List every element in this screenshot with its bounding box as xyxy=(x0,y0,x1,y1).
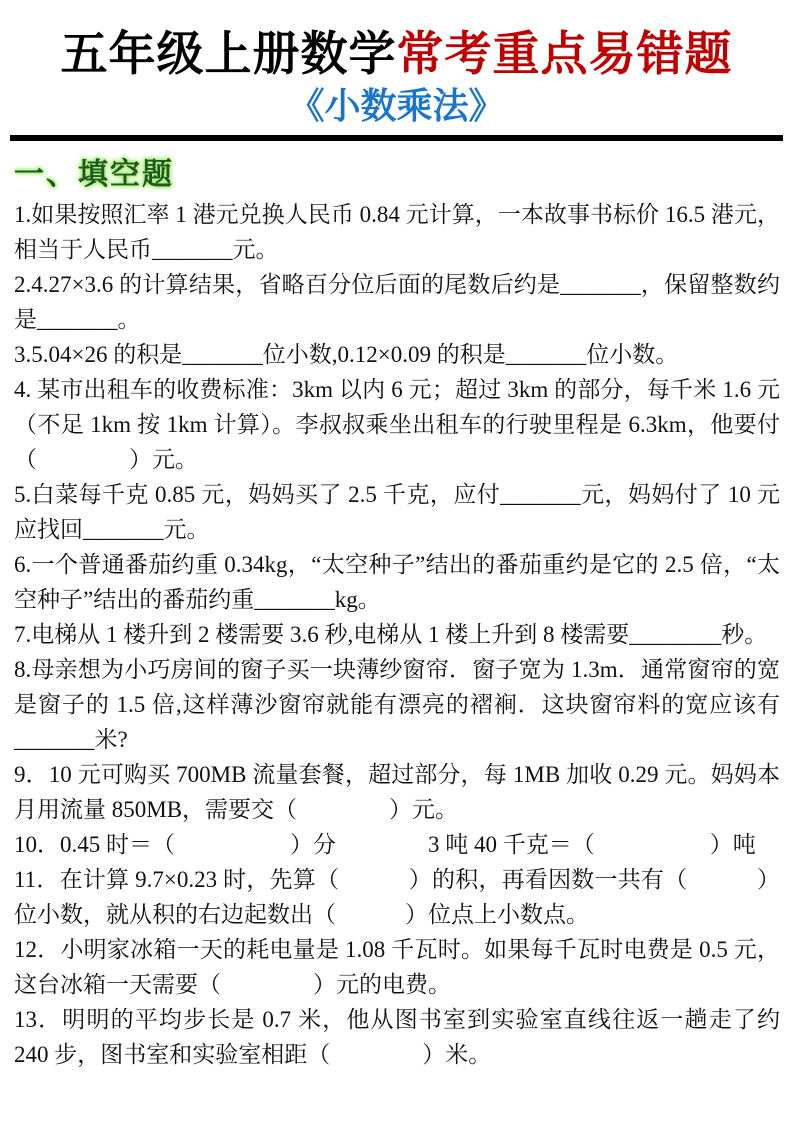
title-main-text: 五年级上册数学 xyxy=(60,29,397,81)
question-6: 6.一个普通番茄约重 0.34kg，“太空种子”结出的番茄重约是它的 2.5 倍，“太空种子”结出的番茄约重_______kg。 xyxy=(14,552,780,613)
question-5: 5.白菜每千克 0.85 元，妈妈买了 2.5 千克，应付_______元，妈妈付了 10 元应找回_______元。 xyxy=(14,482,780,543)
question-11: 11．在计算 9.7×0.23 时，先算（ ）的积，再看因数一共有（ ）位小数，就从积的右边起数出（ ）位点上小数点。 xyxy=(14,867,780,928)
page-title xyxy=(10,26,783,85)
question-2: 2.4.27×3.6 的计算结果，省略百分位后面的尾数后约是_______，保留整数约是_______。 xyxy=(14,272,780,333)
questions-list xyxy=(0,195,793,1072)
question-10: 10．0.45 时＝（ ）分 3 吨 40 千克＝（ ）吨 xyxy=(14,832,756,858)
title-highlight-text: 常考重点易错题 xyxy=(396,29,733,81)
question-1: 1.如果按照汇率 1 港元兑换人民币 0.84 元计算，一本故事书标价 16.5 港元，相当于人民币_______元。 xyxy=(14,202,780,263)
question-13: 13．明明的平均步长是 0.7 米，他从图书室到实验室直线往返一趟走了约 240 步，图书室和实验室相距（ ）米。 xyxy=(14,1007,780,1068)
double-rule-divider xyxy=(10,135,783,141)
question-3: 3.5.04×26 的积是_______位小数,0.12×0.09 的积是_______位小数。 xyxy=(14,342,679,368)
question-9: 9．10 元可购买 700MB 流量套餐，超过部分，每 1MB 加收 0.29 元。妈妈本月用流量 850MB，需要交（ ）元。 xyxy=(14,762,780,823)
question-4: 4. 某市出租车的收费标准：3km 以内 6 元；超过 3km 的部分，每千米 1.6 元（不足 1km 按 1km 计算）。李叔叔乘坐出租车的行驶里程是 6.3km，他要付（ ）元。 xyxy=(14,377,780,473)
section-header-fill-in-blanks: 一、填空题 xyxy=(14,158,174,192)
question-8: 8.母亲想为小巧房间的窗子买一块薄纱窗帘．窗子宽为 1.3m．通常窗帘的宽是窗子的 1.5 倍,这样薄沙窗帘就能有漂亮的褶裥．这块窗帘料的宽应该有_______米? xyxy=(14,657,780,753)
page-subtitle: 《小数乘法》 xyxy=(288,85,505,126)
question-12: 12．小明家冰箱一天的耗电量是 1.08 千瓦时。如果每千瓦时电费是 0.5 元，这台冰箱一天需要（ ）元的电费。 xyxy=(14,937,780,998)
question-7: 7.电梯从 1 楼升到 2 楼需要 3.6 秒,电梯从 1 楼上升到 8 楼需要________秒。 xyxy=(14,622,768,648)
